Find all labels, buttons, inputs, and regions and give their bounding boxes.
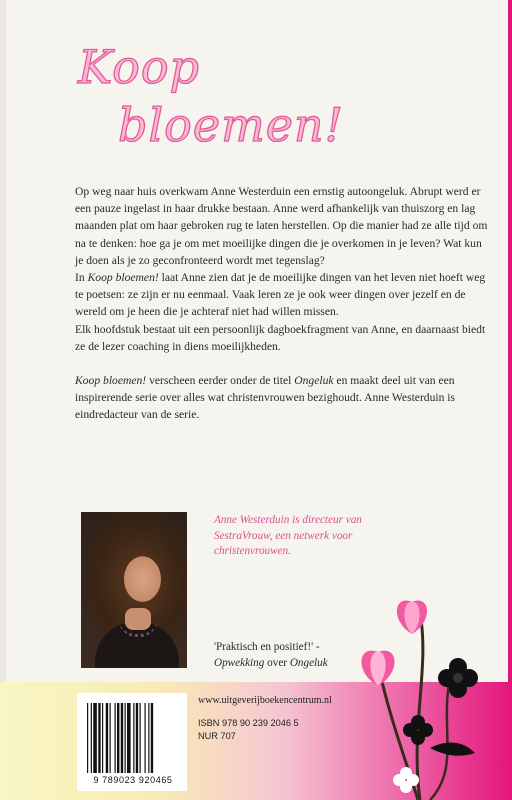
publisher-info: [198, 695, 332, 742]
blurb-paragraph: Op weg naar huis overkwam Anne Westerduin een ernstig autoongeluk. Abrupt werd er een pauze ingelast in haar drukke bestaan. Anne werd afhankelijk van thuiszorg en lag maanden plat om haar gebroken rug te laten herstellen. Op die manier had ze alle tijd om na te denken: hoe ga je om met moeilijke dingen die je overkomen in je leven? Wat kun je doen als je zo geconfronteerd wordt met tegenslag?: [75, 185, 488, 267]
barcode-stripe: [148, 703, 149, 773]
left-edge: [0, 0, 6, 800]
quote-text: 'Praktisch en positief!' -: [214, 641, 320, 653]
barcode-digits: 9 789023 920465: [93, 775, 173, 785]
title-line-1: Koop: [78, 40, 200, 94]
barcode-stripe: [125, 703, 126, 773]
quote-source-mid: over: [264, 657, 290, 669]
barcode-bars: [87, 703, 179, 773]
barcode-stripe: [115, 703, 116, 773]
quote-source-title: Ongeluk: [289, 657, 328, 669]
blurb-paragraph: Elk hoofdstuk bestaat uit een persoonlijk dagboekfragment van Anne, en daarnaast biedt ze de lezer coaching in diens moeilijkheden.: [75, 322, 486, 353]
barcode-stripe: [102, 703, 103, 773]
blurb-paragraph: [75, 372, 493, 424]
book-title: [78, 38, 378, 154]
tulip-illustration: [350, 588, 512, 800]
isbn: ISBN 978 90 239 2046 5: [198, 718, 299, 729]
blurb-text: laat Anne zien dat je de moeilijke dingen van het leven niet hoeft weg te poetsen: ze zijn er nu eenmaal. Vaak leren ze je ook weer dingen over jezelf en de wereld om je heen die je achteraf niet had willen missen.: [75, 271, 486, 319]
barcode-stripe: [106, 703, 108, 773]
blurb-text: verscheen eerder onder de titel: [146, 374, 295, 388]
blurb-text: In: [75, 271, 88, 285]
title-line-2: bloemen!: [118, 98, 345, 152]
barcode-stripe: [133, 703, 134, 773]
barcode-stripe: [98, 703, 100, 773]
barcode-stripe: [151, 703, 153, 773]
book-title-ref: Koop bloemen!: [87, 271, 159, 285]
barcode-stripe: [93, 703, 97, 773]
barcode-stripe: [110, 703, 111, 773]
author-photo: [81, 512, 187, 668]
nur-code: NUR 707: [198, 730, 236, 741]
barcode-stripe: [136, 703, 138, 773]
barcode-stripe: [145, 703, 146, 773]
barcode-stripe: [121, 703, 123, 773]
blurb-text: en maakt deel uit van een inspirerende serie over alles wat christenvrouwen bezighoudt. Anne Westerduin is eindredacteur van de serie.: [75, 374, 456, 422]
barcode-stripe: [140, 703, 141, 773]
barcode-stripe: [117, 703, 119, 773]
author-bio: Anne Westerduin is directeur van SestraVrouw, een netwerk voor christenvrouwen.: [214, 514, 362, 557]
publisher-url: www.uitgeverijboekencentrum.nl: [198, 695, 332, 706]
blurb-paragraph: [75, 269, 493, 321]
quote-source-name: Opwekking: [214, 657, 265, 669]
barcode: [77, 693, 187, 791]
previous-title-ref: Ongeluk: [294, 374, 334, 388]
barcode-stripe: [91, 703, 92, 773]
barcode-stripe: [127, 703, 131, 773]
book-title-ref: Koop bloemen!: [75, 374, 147, 388]
blurb: [75, 183, 493, 424]
barcode-stripe: [87, 703, 88, 773]
